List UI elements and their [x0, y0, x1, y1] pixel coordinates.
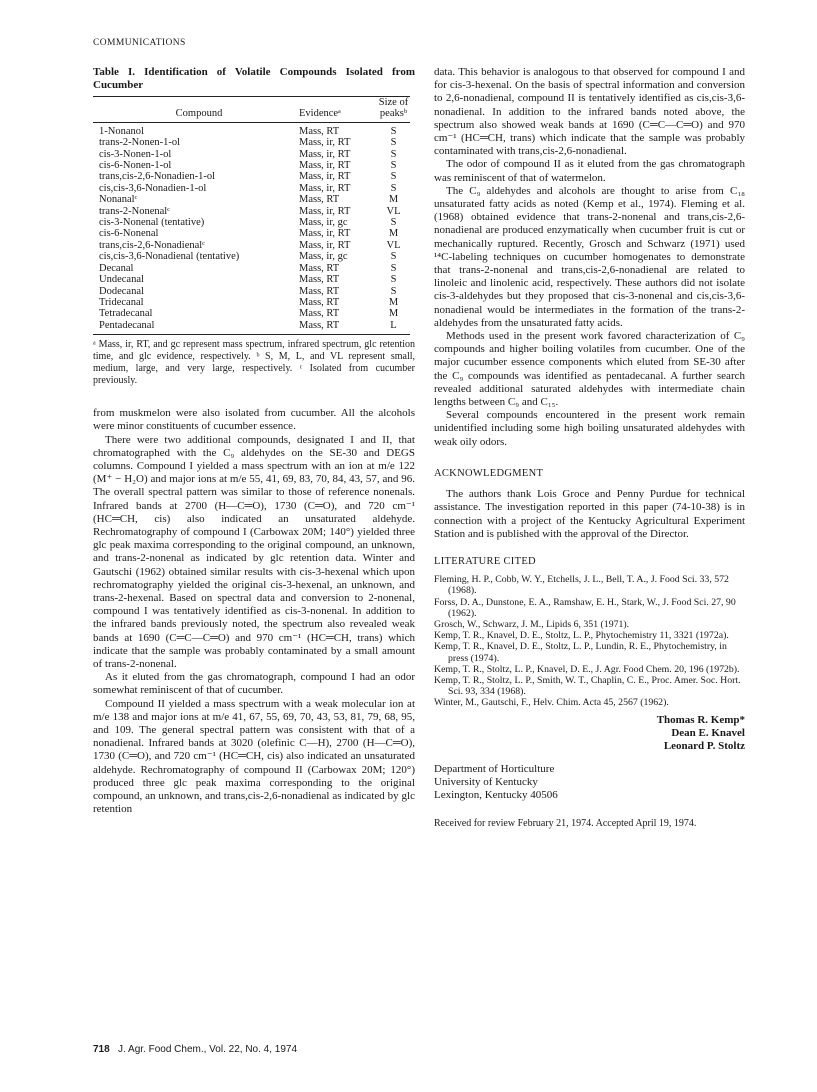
authors-block	[434, 714, 745, 753]
peak-size-cell: VL	[386, 205, 401, 217]
table-row	[93, 240, 410, 251]
compound-cell: Pentadecanal	[93, 320, 299, 335]
right-body-text	[434, 66, 745, 449]
evidence-cell: Mass, RT	[299, 285, 340, 297]
reference-item: Kemp, T. R., Stoltz, L. P., Knavel, D. E., J. Agr. Food Chem. 20, 196 (1972b).	[434, 663, 740, 675]
body-paragraph: Several compounds encountered in the present work remain unidentified including some high boiling unsaturated aldehydes with weak oily odors.	[434, 409, 745, 448]
evidence-cell: Mass, ir, RT	[299, 148, 351, 160]
evidence-cell: Mass, ir, gc	[299, 251, 348, 263]
peak-size-cell: S	[390, 171, 397, 183]
peak-size-cell: S	[390, 182, 397, 194]
author-name: Thomas R. Kemp*	[656, 713, 745, 726]
peak-size-cell: S	[390, 137, 397, 149]
reference-item: Kemp, T. R., Stoltz, L. P., Smith, W. T., Chaplin, C. E., Proc. Amer. Soc. Hort. Sci. 93, 334 (1968).	[434, 674, 741, 698]
peak-size-cell: S	[390, 160, 397, 172]
peak-size-cell: S	[390, 125, 397, 137]
peak-size-cell: S	[390, 148, 397, 160]
body-paragraph: Compound II yielded a mass spectrum with a weak molecular ion at m/e 138 and major ions at m/e 41, 67, 55, 69, 70, 43, 53, 81, 79, 68, 95, and 109. The general spectral pattern was consistent with that of a nonadienal. Infrared bands at 3020 (olefinic C—H), 2700 (H—C═O), 1730 (C═O), and 720 cm⁻¹ (HC═CH, cis) also indicated an unsaturated aldehyde. Rechromatography of compound II (Carbowax 20M; 120°) produced three glc peak maxima corresponding to the original compound, an unknown, and trans,cis-2,6-nonadienal as indicated by glc retention	[93, 697, 415, 816]
peak-size-cell: S	[390, 274, 397, 286]
body-paragraph: data. This behavior is analogous to that observed for compound I and for cis-3-hexenal. On the basis of spectral information and conversion to 2,6-nonadienal, compound II is tentatively identified as cis,cis-3,6-nonadienal. In addition to the infrared bands noted above, the spectrum also showed weak bands at 1690 (C═C—C═O) and 970 cm⁻¹ (HC═CH, trans) which indicate that the sample was probably contaminated with trans,cis-2,6-nonadienal.	[434, 66, 745, 158]
compound-cell: Tetradecanal	[99, 308, 153, 320]
peak-size-cell: L	[377, 320, 410, 335]
table-row	[93, 263, 410, 274]
journal-citation: J. Agr. Food Chem., Vol. 22, No. 4, 1974	[118, 1044, 298, 1055]
table-row	[93, 217, 410, 228]
affiliation-block	[434, 763, 745, 802]
evidence-cell: Mass, RT	[299, 194, 340, 206]
table-title: Table I. Identification of Volatile Compounds Isolated from Cucumber	[93, 66, 415, 91]
compound-cell: cis-3-Nonenal (tentative)	[99, 217, 205, 229]
table-row	[93, 320, 410, 335]
peak-size-cell: S	[390, 217, 397, 229]
peak-size-cell: M	[388, 296, 399, 308]
compound-cell: Nonanalᶜ	[99, 194, 138, 206]
evidence-cell: Mass, ir, RT	[299, 228, 351, 240]
evidence-cell: Mass, RT	[299, 262, 340, 274]
left-body-text	[93, 407, 415, 816]
reference-item: Kemp, T. R., Knavel, D. E., Stoltz, L. P., Lundin, R. E., Phytochemistry, in press (1974).	[434, 641, 727, 664]
page-footer	[93, 1044, 297, 1055]
peak-size-cell: M	[388, 194, 399, 206]
peak-size-cell: M	[388, 228, 399, 240]
compound-cell: cis,cis-3,6-Nonadienal (tentative)	[99, 251, 240, 263]
reference-item: Winter, M., Gautschi, F., Helv. Chim. Acta 45, 2567 (1962).	[434, 697, 669, 709]
affiliation-line: Lexington, Kentucky 40506	[434, 788, 558, 801]
literature-heading: LITERATURE CITED	[434, 555, 536, 567]
acknowledgment-heading: ACKNOWLEDGMENT	[434, 467, 544, 479]
affiliation-line: University of Kentucky	[434, 775, 538, 788]
table-row	[93, 160, 410, 171]
compound-cell: cis-6-Nonenal	[99, 228, 159, 240]
affiliation-line: Department of Horticulture	[434, 762, 555, 775]
table-row	[93, 274, 410, 285]
peak-size-cell: VL	[386, 239, 401, 251]
compound-cell: trans,cis-2,6-Nonadien-1-ol	[99, 171, 216, 183]
table-row	[93, 308, 410, 319]
evidence-cell: Mass, ir, RT	[299, 182, 351, 194]
compound-cell: 1-Nonanol	[99, 125, 144, 137]
peak-size-cell: M	[388, 308, 399, 320]
body-paragraph: Methods used in the present work favored characterization of C₉ compounds and higher boiling volatiles from cucumber. One of the major cucumber essence components which eluted from SE-30 after the C₉ compounds was identified as pentadecanal. A further search revealed additional saturated aldehydes with intermediate chain lengths between C₉ and C₁₅.	[434, 330, 745, 409]
table-row	[93, 286, 410, 297]
compounds-table	[93, 96, 410, 335]
table-row	[93, 122, 410, 137]
compound-header: Compound	[93, 108, 299, 122]
compound-cell: Tridecanal	[99, 296, 144, 308]
reference-item: Grosch, W., Schwarz, J. M., Lipids 6, 351 (1971).	[434, 618, 630, 630]
evidence-cell: Mass, ir, RT	[299, 160, 351, 172]
table-row	[93, 183, 410, 194]
received-note: Received for review February 21, 1974. Accepted April 19, 1974.	[434, 817, 697, 829]
compound-cell: cis,cis-3,6-Nonadien-1-ol	[99, 182, 207, 194]
compound-cell: trans-2-Nonen-1-ol	[99, 137, 181, 149]
body-paragraph: The C₉ aldehydes and alcohols are thought to arise from C₁₈ unsaturated fatty acids as noted (Kemp et al., 1974). Fleming et al. (1968) obtained evidence that trans-2-nonenal and trans,cis-2,6-nonadienal are produced enzymatically when cucumber fruit is cut or mechanically ruptured. Recently, Grosch and Schwarz (1971) used ¹⁴C-labeling techniques on cucumber homogenates to demonstrate that trans-2-nonenal and trans,cis-2,6-nonadienal are related to linoleic and linolenic acid, respectively. These authors did not isolate cis-3-aldehydes but they proposed that cis-3-nonenal and cis,cis-3,6-nonadienal would be intermediates in the formation of the trans-2-aldehydes from the unsaturated fatty acids.	[434, 184, 745, 329]
table-body	[93, 122, 410, 334]
body-paragraph: from muskmelon were also isolated from cucumber. All the alcohols were minor constituents of cucumber essence.	[93, 407, 415, 433]
peak-size-cell: S	[390, 285, 397, 297]
table-footnote: ᵃ Mass, ir, RT, and gc represent mass spectrum, infrared spectrum, glc retention time, and glc evidence, respectively. ᵇ S, M, L, and VL represent small, medium, large, and very large, respectively. ᶜ Isolated from cucumber previously.	[93, 339, 415, 387]
compound-cell: cis-6-Nonen-1-ol	[99, 160, 172, 172]
table-row	[93, 297, 410, 308]
size-header-line2: peaksᵇ	[377, 108, 410, 122]
reference-item: Fleming, H. P., Cobb, W. Y., Etchells, J. L., Bell, T. A., J. Food Sci. 33, 572 (1968).	[434, 574, 729, 597]
compound-cell: trans,cis-2,6-Nonadienalᶜ	[99, 239, 205, 251]
table-row	[93, 137, 410, 148]
peak-size-cell: S	[390, 262, 397, 274]
page-number: 718	[93, 1044, 110, 1055]
author-name: Dean E. Knavel	[671, 726, 745, 739]
compound-cell: Undecanal	[99, 274, 144, 286]
evidence-cell: Mass, ir, gc	[299, 217, 348, 229]
evidence-cell: Mass, ir, RT	[299, 239, 351, 251]
table-row	[93, 149, 410, 160]
running-head: COMMUNICATIONS	[93, 38, 186, 48]
evidence-cell: Mass, RT	[299, 308, 340, 320]
references-list	[434, 574, 745, 708]
compound-cell: cis-3-Nonen-1-ol	[99, 148, 172, 160]
table-row	[93, 171, 410, 182]
compound-cell: Dodecanal	[99, 285, 144, 297]
evidence-cell: Mass, ir, RT	[299, 205, 351, 217]
evidence-cell: Mass, RT	[299, 296, 340, 308]
acknowledgment-text: The authors thank Lois Groce and Penny Purdue for technical assistance. The investigation reported in this paper (74-10-38) is in connection with a project of the Kentucky Agricultural Experiment Station and is published with the approval of the Director.	[434, 488, 745, 540]
body-paragraph: As it eluted from the gas chromatograph, compound I had an odor somewhat reminiscent of that of cucumber.	[93, 671, 415, 697]
evidence-cell: Mass, ir, RT	[299, 171, 351, 183]
peak-size-cell: S	[390, 251, 397, 263]
evidence-cell: Mass, RT	[299, 125, 340, 137]
reference-item: Forss, D. A., Dunstone, E. A., Ramshaw, E. H., Stark, W., J. Food Sci. 27, 90 (1962).	[434, 596, 736, 619]
left-column	[93, 66, 415, 816]
size-header-line1: Size of	[378, 97, 409, 108]
evidence-cell: Mass, ir, RT	[299, 137, 351, 149]
compound-cell: Decanal	[99, 262, 134, 274]
table-row	[93, 194, 410, 205]
author-name: Leonard P. Stoltz	[663, 739, 745, 752]
body-paragraph: The odor of compound II as it eluted from the gas chromatograph was reminiscent of that of watermelon.	[434, 158, 745, 184]
evidence-cell: Mass, RT	[299, 274, 340, 286]
evidence-cell: Mass, RT	[299, 320, 377, 335]
reference-item: Kemp, T. R., Knavel, D. E., Stoltz, L. P., Phytochemistry 11, 3321 (1972a).	[434, 630, 729, 642]
table-row	[93, 228, 410, 239]
table-row	[93, 251, 410, 262]
body-paragraph: There were two additional compounds, designated I and II, that chromatographed with the C₉ aldehydes on the SE-30 and DEGS columns. Compound I yielded a mass spectrum with an ion at m/e 122 (M⁺ − H₂O) and major ions at m/e 55, 41, 69, 83, 70, 84, 43, 57, and 96. The overall spectral pattern was similar to those of reference nonenals. Infrared bands at 2700 (H—C═O), 1730 (C═O), and 720 cm⁻¹ (HC═CH, cis) also indicated an unsaturated aldehyde. Rechromatography of compound I (Carbowax 20M; 140°) yielded three glc peak maxima corresponding to the original compound, an unknown, and trans-2-nonenal as indicated by glc retention data. Winter and Gautschi (1962) obtained similar results with cis-3-hexenal which upon rechromatography yielded the original cis-3-hexenal, an unknown, and trans-2-hexenal. Based on spectral data and conversion to 2-nonenal, compound I was tentatively identified as cis-3-nonenal. In addition to the infrared bands previously noted, the spectrum also revealed weak bands at 1690 (C═C—C═O) and 970 cm⁻¹ (HC═CH, trans) which indicate that the sample was probably contaminated by a small amount of trans-2-nonenal.	[93, 433, 415, 670]
right-column	[434, 66, 745, 830]
compound-cell: trans-2-Nonenalᶜ	[99, 205, 170, 217]
evidence-header: Evidenceᵃ	[299, 108, 377, 122]
table-row	[93, 206, 410, 217]
